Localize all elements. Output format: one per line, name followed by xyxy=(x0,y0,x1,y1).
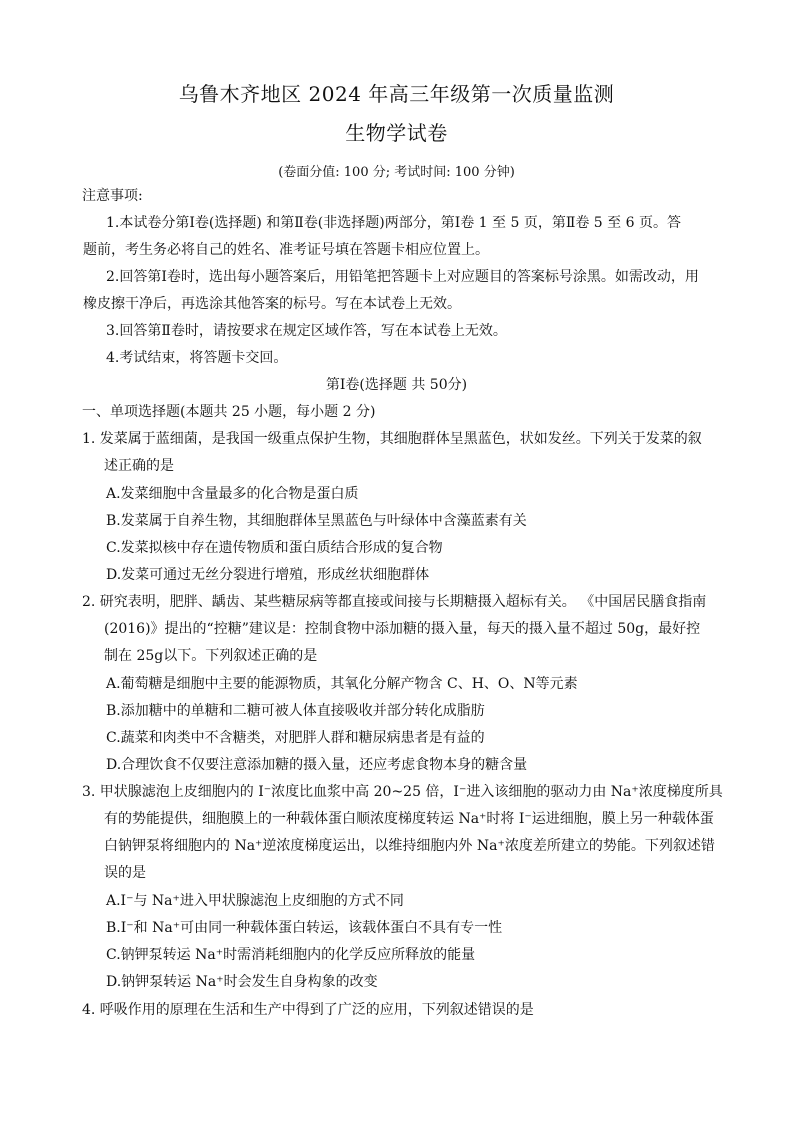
notice-line: 橡皮擦干净后，再选涂其他答案的标号。写在本试卷上无效。 xyxy=(83,296,461,312)
question-option: C.钠钾泵转运 Na⁺时需消耗细胞内的化学反应所释放的能量 xyxy=(106,947,476,963)
question-stem: 误的是 xyxy=(104,865,146,881)
notice-line: 2.回答第Ⅰ卷时，选出每小题答案后，用铅笔把答题卡上对应题目的答案标号涂黑。如需改动，用 xyxy=(106,269,699,285)
question-stem: 述正确的是 xyxy=(104,458,174,474)
question-option: B.I⁻和 Na⁺可由同一种载体蛋白转运，该载体蛋白不具有专一性 xyxy=(106,920,503,936)
question-option: C.蔬菜和肉类中不含糖类，对肥胖人群和糖尿病患者是有益的 xyxy=(106,730,485,746)
question-stem: 2. 研究表明，肥胖、龋齿、某些糖尿病等都直接或间接与长期糖摄入超标有关。 《中国居民膳食指南 xyxy=(82,594,707,610)
score-info: (卷面分值: 100 分; 考试时间: 100 分钟) xyxy=(278,165,515,180)
notice-line: 4.考试结束，将答题卡交回。 xyxy=(106,350,288,366)
question-option: A.发菜细胞中含量最多的化合物是蛋白质 xyxy=(106,486,359,502)
question-stem: (2016)》提出的“控糖”建议是：控制食物中添加糖的摄入量，每天的摄入量不超过 50g，最好控 xyxy=(104,621,701,637)
question-option: B.发菜属于自养生物，其细胞群体呈黑蓝色与叶绿体中含藻蓝素有关 xyxy=(106,513,527,529)
question-stem: 有的势能提供，细胞膜上的一种载体蛋白顺浓度梯度转运 Na⁺时将 I⁻运进细胞，膜上另一种载体蛋 xyxy=(104,811,714,827)
notice-line: 1.本试卷分第Ⅰ卷(选择题) 和第Ⅱ卷(非选择题)两部分，第Ⅰ卷 1 至 5 页，第Ⅱ卷 5 至 6 页。答 xyxy=(106,215,681,231)
notice-line: 3.回答第Ⅱ卷时，请按要求在规定区域作答，写在本试卷上无效。 xyxy=(106,323,507,339)
notice-line: 题前，考生务必将自己的姓名、准考证号填在答题卡相应位置上。 xyxy=(83,242,489,258)
question-stem: 4. 呼吸作用的原理在生活和生产中得到了广泛的应用，下列叙述错误的是 xyxy=(82,1002,534,1018)
question-option: D.钠钾泵转运 Na⁺时会发生自身构象的改变 xyxy=(106,974,378,990)
question-option: A.I⁻与 Na⁺进入甲状腺滤泡上皮细胞的方式不同 xyxy=(106,893,404,909)
question-stem: 3. 甲状腺滤泡上皮细胞内的 I⁻浓度比血浆中高 20~25 倍，I⁻进入该细胞的驱动力由 Na⁺浓度梯度所具 xyxy=(82,784,723,800)
question-option: D.发菜可通过无丝分裂进行增殖，形成丝状细胞群体 xyxy=(106,567,430,583)
notice-heading: 注意事项: xyxy=(82,188,143,204)
question-stem: 制在 25g以下。下列叙述正确的是 xyxy=(104,648,318,664)
question-option: C.发菜拟核中存在遗传物质和蛋白质结合形成的复合物 xyxy=(106,540,443,556)
question-option: B.添加糖中的单糖和二糖可被人体直接吸收并部分转化成脂肪 xyxy=(106,703,485,719)
question-option: D.合理饮食不仅要注意添加糖的摄入量，还应考虑食物本身的糖含量 xyxy=(106,757,528,773)
question-option: A.葡萄糖是细胞中主要的能源物质，其氧化分解产物含 C、H、O、N等元素 xyxy=(106,676,578,692)
part-heading: 一、单项选择题(本题共 25 小题，每小题 2 分) xyxy=(82,404,376,420)
section-title: 第Ⅰ卷(选择题 共 50分) xyxy=(325,377,468,393)
exam-subtitle: 生物学试卷 xyxy=(345,121,448,145)
question-stem: 白钠钾泵将细胞内的 Na⁺逆浓度梯度运出，以维持细胞内外 Na⁺浓度差所建立的势能。下列叙述错 xyxy=(104,838,715,854)
exam-title: 乌鲁木齐地区 2024 年高三年级第一次质量监测 xyxy=(178,82,615,106)
question-stem: 1. 发菜属于蓝细菌，是我国一级重点保护生物，其细胞群体呈黑蓝色，状如发丝。下列关于发菜的叙 xyxy=(82,431,702,447)
